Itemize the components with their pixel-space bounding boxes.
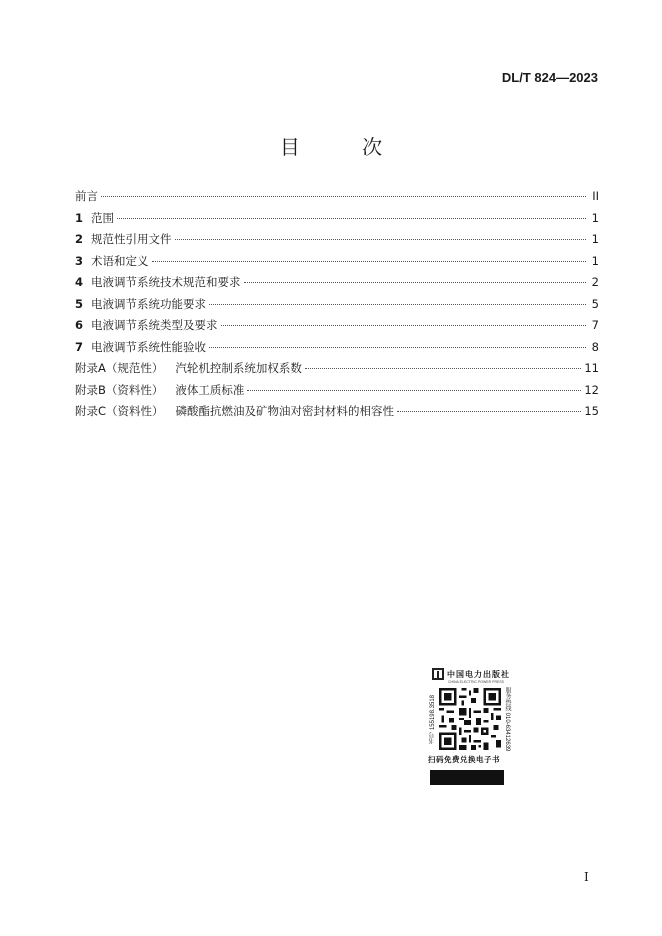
qr-code-sticker — [428, 668, 516, 785]
toc-entry[interactable] — [75, 188, 599, 210]
toc-number: 6 — [75, 318, 84, 332]
toc-page: 8 — [591, 339, 599, 354]
scan-instruction: 扫码免费兑换电子书 — [428, 755, 500, 765]
toc-number: 3 — [75, 253, 84, 268]
dot-leader — [101, 196, 586, 197]
toc-label: 电液调节系统功能要求 — [91, 296, 206, 311]
table-of-contents — [75, 188, 599, 425]
appendix-entry[interactable] — [75, 382, 599, 404]
dot-leader — [397, 411, 581, 412]
appendix-category: 附录C（资料性） — [75, 404, 164, 418]
dot-leader — [117, 218, 586, 219]
appendix-label: 汽轮机控制系统加权系数 — [175, 361, 302, 375]
appendix-entry[interactable] — [75, 403, 599, 425]
dot-leader — [305, 368, 581, 369]
appendix-category: 附录B（资料性） — [75, 382, 164, 397]
document-code: DL/T 824—2023 — [501, 70, 598, 85]
publisher-name-en: CHINA ELECTRIC POWER PRESS — [448, 680, 505, 684]
publisher-logo — [432, 668, 516, 680]
scratch-code-label — [430, 770, 504, 785]
appendix-page: 11 — [584, 361, 599, 375]
hotline-text: 服务热线 010-63412639 — [504, 687, 510, 752]
toc-entry[interactable] — [75, 253, 599, 275]
toc-number: 2 — [75, 232, 84, 246]
dot-leader — [209, 304, 586, 305]
publisher-logo-icon — [432, 668, 444, 680]
toc-page: 2 — [591, 275, 599, 289]
toc-label: 前言 — [75, 189, 98, 203]
toc-page: II — [592, 189, 599, 203]
toc-label: 电液调节系统性能验收 — [91, 339, 206, 354]
toc-number: 7 — [75, 339, 84, 354]
toc-entry[interactable] — [75, 274, 599, 296]
page-title: 目 次 — [279, 135, 411, 159]
toc-page: 5 — [591, 296, 599, 311]
page-number: I — [584, 870, 589, 884]
toc-label: 电液调节系统技术规范和要求 — [91, 275, 241, 289]
isbn-text: 书号 155198.3518 — [430, 694, 436, 744]
toc-number: 4 — [75, 275, 84, 289]
appendix-category: 附录A（规范性） — [75, 361, 164, 375]
toc-page: 1 — [591, 210, 599, 225]
toc-page: 1 — [591, 253, 599, 268]
toc-page: 1 — [591, 232, 599, 246]
dot-leader — [175, 239, 587, 240]
toc-entry[interactable] — [75, 317, 599, 339]
dot-leader — [152, 261, 587, 262]
toc-label: 电液调节系统类型及要求 — [91, 318, 218, 332]
toc-number: 1 — [75, 210, 84, 225]
dot-leader — [221, 325, 587, 326]
appendix-page: 15 — [584, 404, 599, 418]
publisher-name: 中国电力出版社 — [447, 669, 510, 679]
toc-entry[interactable] — [75, 339, 599, 361]
toc-number: 5 — [75, 296, 84, 311]
appendix-label: 液体工质标准 — [175, 382, 245, 397]
qr-code-icon[interactable] — [439, 688, 501, 750]
toc-label: 术语和定义 — [91, 253, 149, 268]
dot-leader — [247, 390, 581, 391]
dot-leader — [209, 347, 586, 348]
toc-page: 7 — [591, 318, 599, 332]
toc-entry[interactable] — [75, 210, 599, 232]
appendix-entry[interactable] — [75, 360, 599, 382]
dot-leader — [244, 282, 587, 283]
toc-entry[interactable] — [75, 296, 599, 318]
appendix-page: 12 — [584, 382, 599, 397]
toc-label: 规范性引用文件 — [91, 232, 172, 246]
toc-label: 范围 — [91, 210, 114, 225]
appendix-label: 磷酸酯抗燃油及矿物油对密封材料的相容性 — [175, 404, 395, 418]
toc-entry[interactable] — [75, 231, 599, 253]
